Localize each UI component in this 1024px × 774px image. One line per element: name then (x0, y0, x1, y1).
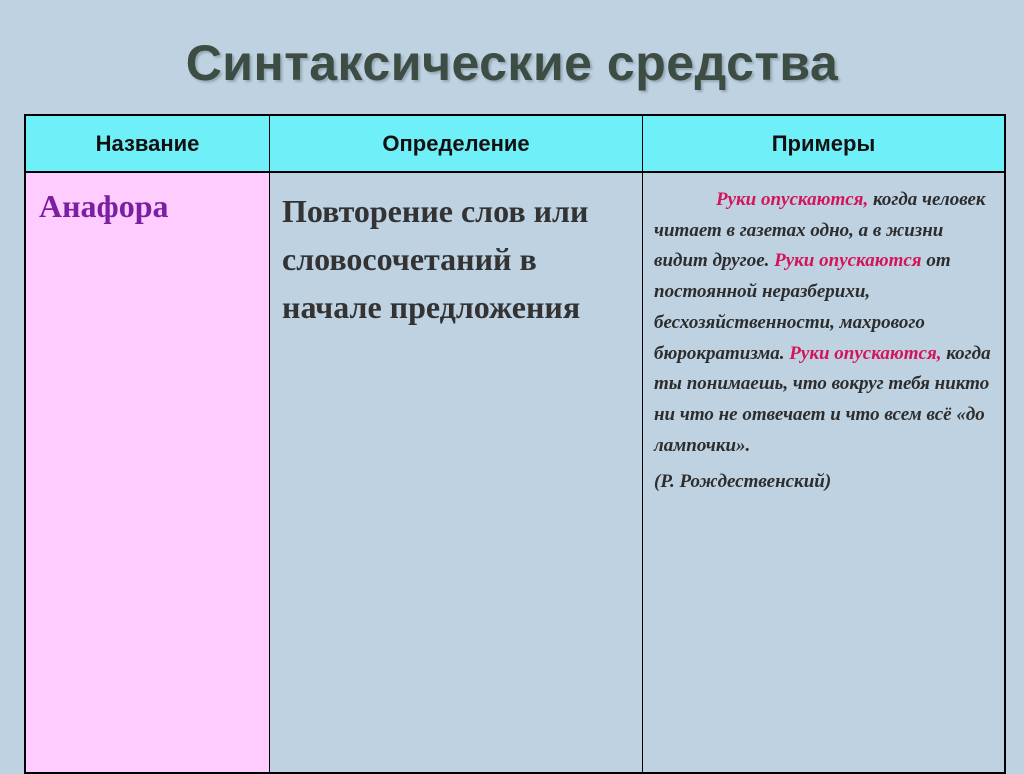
header-name: Название (26, 116, 270, 173)
header-examples: Примеры (643, 116, 1004, 173)
example-highlight-1: Руки опускаются, (716, 189, 869, 210)
example-text-3: когда ты понимаешь, что вокруг тебя никто ни что не отвечает и что всем всё «до лампочки». (654, 342, 991, 456)
attribution: (Р. Рождественский) (654, 471, 832, 493)
example-highlight-2: Руки опускаются (774, 250, 922, 272)
definition-text: Повторение слов или словосочетаний в начале предложения (282, 193, 589, 325)
name-cell (26, 173, 270, 772)
example-text-2: от постоянной неразберихи, бесхозяйственности, махрового бюрократизма. (654, 250, 951, 364)
example-highlight-3: Руки опускаются, (789, 342, 942, 364)
slide-title: Синтаксические средства (185, 35, 839, 91)
term-name: Анафора (39, 188, 169, 224)
examples-cell (643, 173, 1004, 772)
header-definition: Определение (270, 116, 643, 173)
examples-text (654, 185, 999, 498)
example-text-1: когда человек читает в газетах одно, а в жизни видит другое. (654, 189, 986, 272)
definition-cell (270, 173, 643, 772)
syntax-table (24, 114, 1006, 774)
